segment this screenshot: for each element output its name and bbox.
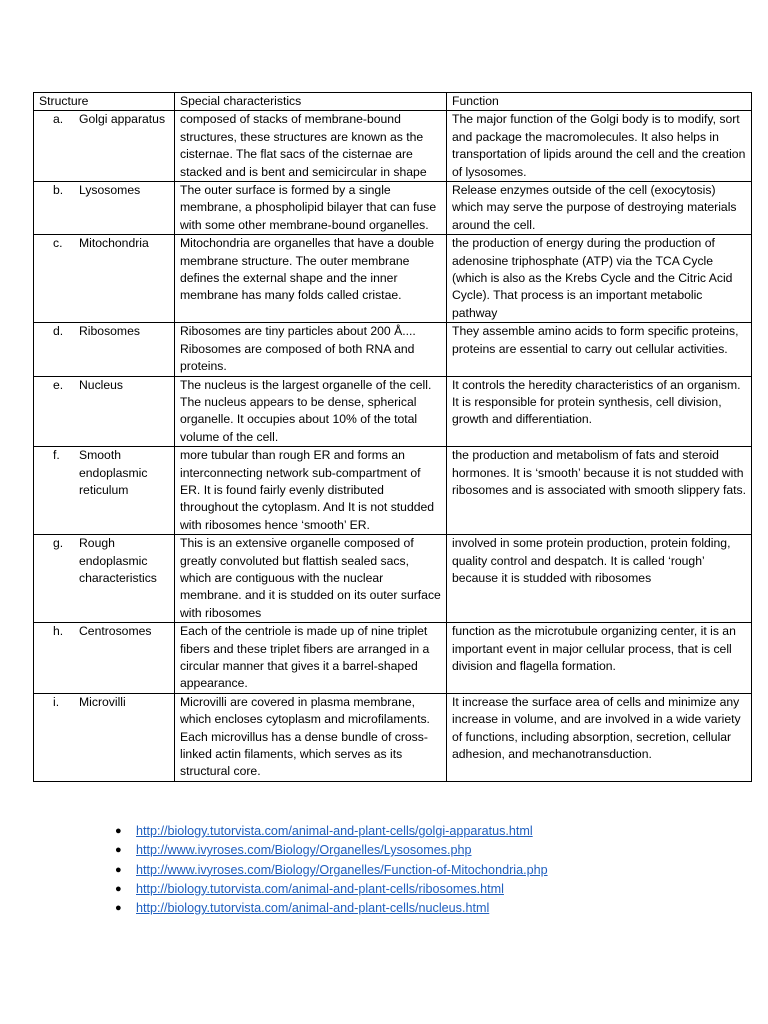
structure-name: Ribosomes (79, 324, 140, 339)
table-row (34, 693, 752, 781)
structure-label (39, 111, 169, 128)
reference-link[interactable]: http://www.ivyroses.com/Biology/Organelles/Function-of-Mitochondria.php (136, 862, 548, 877)
characteristics-cell: This is an extensive organelle composed of greatly convoluted but flattish sealed sacs, which are contiguous with the nuclear membrane. and it is studded on its outer surface with ribosomes (175, 535, 447, 623)
structure-name: Golgi apparatus (79, 112, 166, 127)
reference-link[interactable]: http://biology.tutorvista.com/animal-and-plant-cells/nucleus.html (136, 901, 490, 916)
structure-label (39, 182, 169, 199)
reference-link[interactable]: http://biology.tutorvista.com/animal-and-plant-cells/golgi-apparatus.html (136, 824, 533, 838)
structure-cell (34, 447, 175, 535)
characteristics-cell: more tubular than rough ER and forms an interconnecting network sub-compartment of ER. It is found fairly evenly distributed throughout the cytoplasm. And It is not studded with ribosomes hence ‘smooth’ ER. (175, 447, 447, 535)
structure-label (39, 235, 169, 252)
structure-cell (34, 623, 175, 694)
characteristics-cell: The nucleus is the largest organelle of the cell. The nucleus appears to be dense, spherical organelle. It occupies about 10% of the total volume of the cell. (175, 376, 447, 447)
header-function: Function (447, 93, 752, 111)
function-cell: involved in some protein production, protein folding, quality control and despatch. It is called ‘rough’ because it is studded with ribosomes (447, 535, 752, 623)
structure-label (39, 447, 169, 499)
structure-cell (34, 376, 175, 447)
characteristics-cell: composed of stacks of membrane-bound structures, these structures are known as the cisternae. The flat sacs of the cisternae are stacked and is bent and semicircular in shape (175, 111, 447, 182)
function-cell: It controls the heredity characteristics of an organism. It is responsible for protein synthesis, cell division, growth and differentiation. (447, 376, 752, 447)
header-special-characteristics: Special characteristics (175, 93, 447, 111)
reference-link[interactable]: http://www.ivyroses.com/Biology/Organelles/Lysosomes.php (136, 843, 472, 858)
structure-cell (34, 323, 175, 376)
characteristics-cell: Ribosomes are tiny particles about 200 Å.... Ribosomes are composed of both RNA and proteins. (175, 323, 447, 376)
structure-name: Nucleus (79, 377, 124, 392)
structure-name: Rough endoplasmic characteristics (79, 536, 157, 585)
structure-label (39, 535, 169, 587)
table-body (34, 111, 752, 781)
structure-name: Microvilli (79, 694, 126, 709)
structure-name: Centrosomes (79, 624, 152, 639)
bullet-icon: ● (115, 863, 122, 876)
structure-label (39, 377, 169, 394)
characteristics-cell: Microvilli are covered in plasma membrane, which encloses cytoplasm and microfilaments. Each microvillus has a dense bundle of cross-linked actin filaments, which serves as its structural core. (175, 693, 447, 781)
table-row (34, 447, 752, 535)
function-cell: the production and metabolism of fats and steroid hormones. It is ‘smooth’ because it is not studded with ribosomes and is associated with smooth slippery fats. (447, 447, 752, 535)
row-letter: i. (53, 694, 60, 709)
function-cell: The major function of the Golgi body is to modify, sort and package the macromolecules. It also helps in transportation of lipids around the cell and the creation of lysosomes. (447, 111, 752, 182)
row-letter: g. (53, 536, 64, 551)
structure-label (39, 623, 169, 640)
row-letter: h. (53, 624, 64, 639)
characteristics-cell: The outer surface is formed by a single membrane, a phospholipid bilayer that can fuse with some other membrane-bound organelles. (175, 182, 447, 235)
table-row (34, 235, 752, 323)
list-item (115, 841, 548, 860)
structure-cell (34, 535, 175, 623)
structure-cell (34, 111, 175, 182)
row-letter: d. (53, 324, 64, 339)
table-header-row (34, 93, 752, 111)
list-item (115, 880, 548, 899)
bullet-icon: ● (115, 902, 122, 915)
table-row (34, 111, 752, 182)
structure-label (39, 323, 169, 340)
bullet-icon: ● (115, 825, 122, 837)
function-cell: They assemble amino acids to form specific proteins, proteins are essential to carry out cellular activities. (447, 323, 752, 376)
list-item (115, 861, 548, 880)
header-structure: Structure (34, 93, 175, 111)
function-cell: Release enzymes outside of the cell (exocytosis) which may serve the purpose of destroying materials around the cell. (447, 182, 752, 235)
list-item (115, 899, 548, 918)
row-letter: b. (53, 183, 64, 198)
structure-name: Mitochondria (79, 236, 149, 251)
bullet-icon: ● (115, 844, 122, 857)
structure-cell (34, 235, 175, 323)
table-row (34, 623, 752, 694)
reference-link[interactable]: http://biology.tutorvista.com/animal-and-plant-cells/ribosomes.html (136, 881, 504, 896)
row-letter: f. (53, 448, 60, 463)
bullet-icon: ● (115, 882, 122, 895)
reference-links (115, 822, 548, 918)
table-row (34, 376, 752, 447)
structure-label (39, 694, 169, 711)
structure-name: Smooth endoplasmic reticulum (79, 448, 148, 497)
function-cell: function as the microtubule organizing center, it is an important event in major cellular process, that is cell division and flagella formation. (447, 623, 752, 694)
table-row (34, 535, 752, 623)
structure-cell (34, 693, 175, 781)
list-item (115, 822, 548, 841)
structure-name: Lysosomes (79, 183, 141, 198)
characteristics-cell: Mitochondria are organelles that have a double membrane structure. The outer membrane defines the external shape and the inner membrane has many folds called cristae. (175, 235, 447, 323)
row-letter: a. (53, 112, 64, 127)
table-row (34, 182, 752, 235)
function-cell: It increase the surface area of cells and minimize any increase in volume, and are involved in a wide variety of functions, including absorption, secretion, cellular adhesion, and mechanotransduction. (447, 693, 752, 781)
table-row (34, 323, 752, 376)
row-letter: e. (53, 377, 64, 392)
characteristics-cell: Each of the centriole is made up of nine triplet fibers and these triplet fibers are arranged in a circular manner that gives it a barrel-shaped appearance. (175, 623, 447, 694)
row-letter: c. (53, 236, 63, 251)
function-cell: the production of energy during the production of adenosine triphosphate (ATP) via the TCA Cycle (which is also as the Krebs Cycle and the Citric Acid Cycle). That process is an important metabolic pathway (447, 235, 752, 323)
structure-cell (34, 182, 175, 235)
organelle-table (33, 92, 752, 782)
